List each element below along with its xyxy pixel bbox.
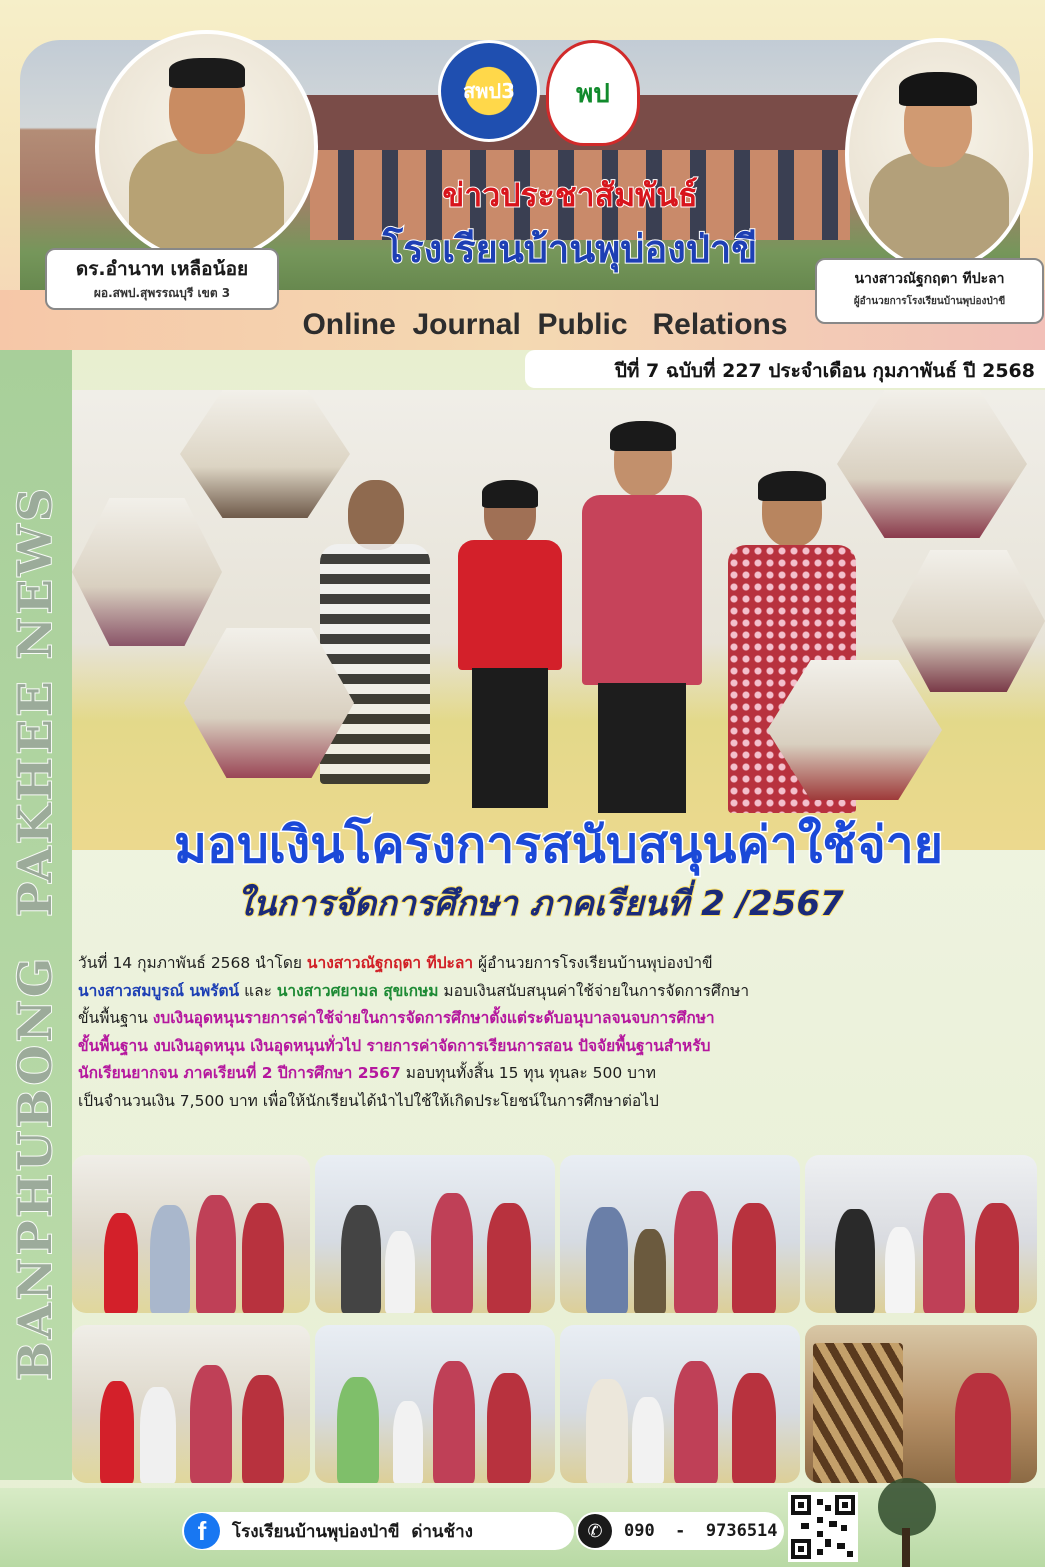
article-line-3: [78, 1005, 1033, 1033]
article-budget-highlight: งบเงินอุดหนุนรายการค่าใช้จ่ายในการจัดการศึกษาตั้งแต่ระดับอนุบาลจนจบการศึกษา: [152, 1009, 715, 1027]
left-person-name: ดร.อำนาท เหลือน้อย: [75, 258, 249, 280]
main-photo-person-director: [572, 425, 712, 815]
article-line-1: [78, 950, 1033, 978]
article-line-6: [78, 1088, 1033, 1116]
facebook-link[interactable]: [182, 1512, 574, 1550]
school-logo-text: พป: [576, 78, 610, 109]
main-ceremony-photo: [72, 390, 1045, 850]
school-logo: [546, 40, 640, 146]
phone-number: 090 - 9736514: [624, 1521, 778, 1541]
article-line-5: [78, 1060, 1033, 1088]
right-person-name: นางสาวณัฐกฤตา ทีปะลา: [854, 271, 1005, 287]
article-teacher1-name: นางสาวสมบูรณ์ นพรัตน์: [78, 981, 240, 1000]
article-line3-start: ขั้นพื้นฐาน: [78, 1009, 153, 1027]
article-semester-highlight: นักเรียนยากจน ภาคเรียนที่ 2 ปีการศึกษา 2567: [78, 1064, 401, 1082]
qr-code-icon[interactable]: [788, 1492, 858, 1562]
left-person-position: ผอ.สพป.สุพรรณบุรี เขต 3: [93, 286, 231, 300]
facebook-page-label: โรงเรียนบ้านพุบ่องป่าขี ด่านช้าง: [232, 1521, 473, 1542]
grid-photo-4: [805, 1155, 1037, 1313]
facebook-icon: f: [184, 1513, 220, 1549]
grid-photo-8: [805, 1325, 1037, 1483]
article-teacher2-name: นางสาวศยามล สุขเกษม: [276, 981, 439, 1000]
hex-photo-2: [72, 498, 222, 646]
grid-photo-1: [72, 1155, 310, 1313]
article-subsidy-highlight: ขั้นพื้นฐาน งบเงินอุดหนุน เงินอุดหนุนทั่วไป รายการค่าจัดการเรียนการสอน ปัจจัยพื้นฐานสำหรับ: [78, 1036, 711, 1055]
journal-subtitle: Online Journal Public Relations: [302, 308, 788, 341]
article-scholarship-count: มอบทุนทั้งสิ้น 15 ทุน ทุนละ 500 บาท: [400, 1064, 656, 1082]
hex-photo-4: [837, 390, 1027, 538]
issue-text: ปีที่ 7 ฉบับที่ 227 ประจำเดือน กุมภาพันธ์ ปี 2568: [614, 360, 1035, 382]
grid-photo-5: [72, 1325, 310, 1483]
phone-contact[interactable]: [576, 1512, 784, 1550]
article-and: และ: [239, 981, 277, 1000]
school-title: โรงเรียนบ้านพุบ่องป่าขี: [382, 227, 758, 271]
grid-photo-3: [560, 1155, 800, 1313]
article-director-title: ผู้อำนวยการโรงเรียนบ้านพุบ่องป่าขี: [473, 954, 713, 972]
left-person-caption: [45, 248, 279, 310]
phone-icon: ✆: [578, 1514, 612, 1548]
grid-photo-2: [315, 1155, 555, 1313]
article-line2-rest: มอบเงินสนับสนุนค่าใช้จ่ายในการจัดการศึกษา: [438, 981, 750, 1000]
grid-photo-6: [315, 1325, 555, 1483]
headline-line1: มอบเงินโครงการสนับสนุนค่าใช้จ่าย: [173, 816, 944, 874]
district-logo-text: สพป3: [462, 79, 515, 103]
decorative-tree: [870, 1478, 940, 1567]
article-date-text: วันที่ 14 กุมภาพันธ์ 2568 นำโดย: [78, 954, 307, 972]
news-title: ข่าวประชาสัมพันธ์: [442, 176, 698, 214]
headline-line2: ในการจัดการศึกษา ภาคเรียนที่ 2 /2567: [236, 884, 844, 924]
district-office-logo: [438, 40, 540, 142]
right-person-position: ผู้อำนวยการโรงเรียนบ้านพุบ่องป่าขี: [853, 296, 1006, 307]
side-banner-text: BANPHUBONG PAKHEE NEWS: [8, 485, 62, 1381]
article-total-amount: เป็นจำนวนเงิน 7,500 บาท เพื่อให้นักเรียนได้นำไปใช้ให้เกิดประโยชน์ในการศึกษาต่อไป: [78, 1091, 659, 1110]
article-director-name: นางสาวณัฐกฤตา ทีปะลา: [306, 954, 474, 972]
right-person-portrait: [845, 38, 1033, 271]
left-person-portrait: [95, 30, 318, 263]
right-person-caption: [815, 258, 1044, 324]
article-line-4: [78, 1033, 1033, 1061]
article-line-2: [78, 978, 1033, 1006]
hex-photo-5: [892, 550, 1045, 692]
grid-photo-7: [560, 1325, 800, 1483]
article-body: [78, 950, 1033, 1115]
main-photo-person-student: [450, 480, 570, 810]
